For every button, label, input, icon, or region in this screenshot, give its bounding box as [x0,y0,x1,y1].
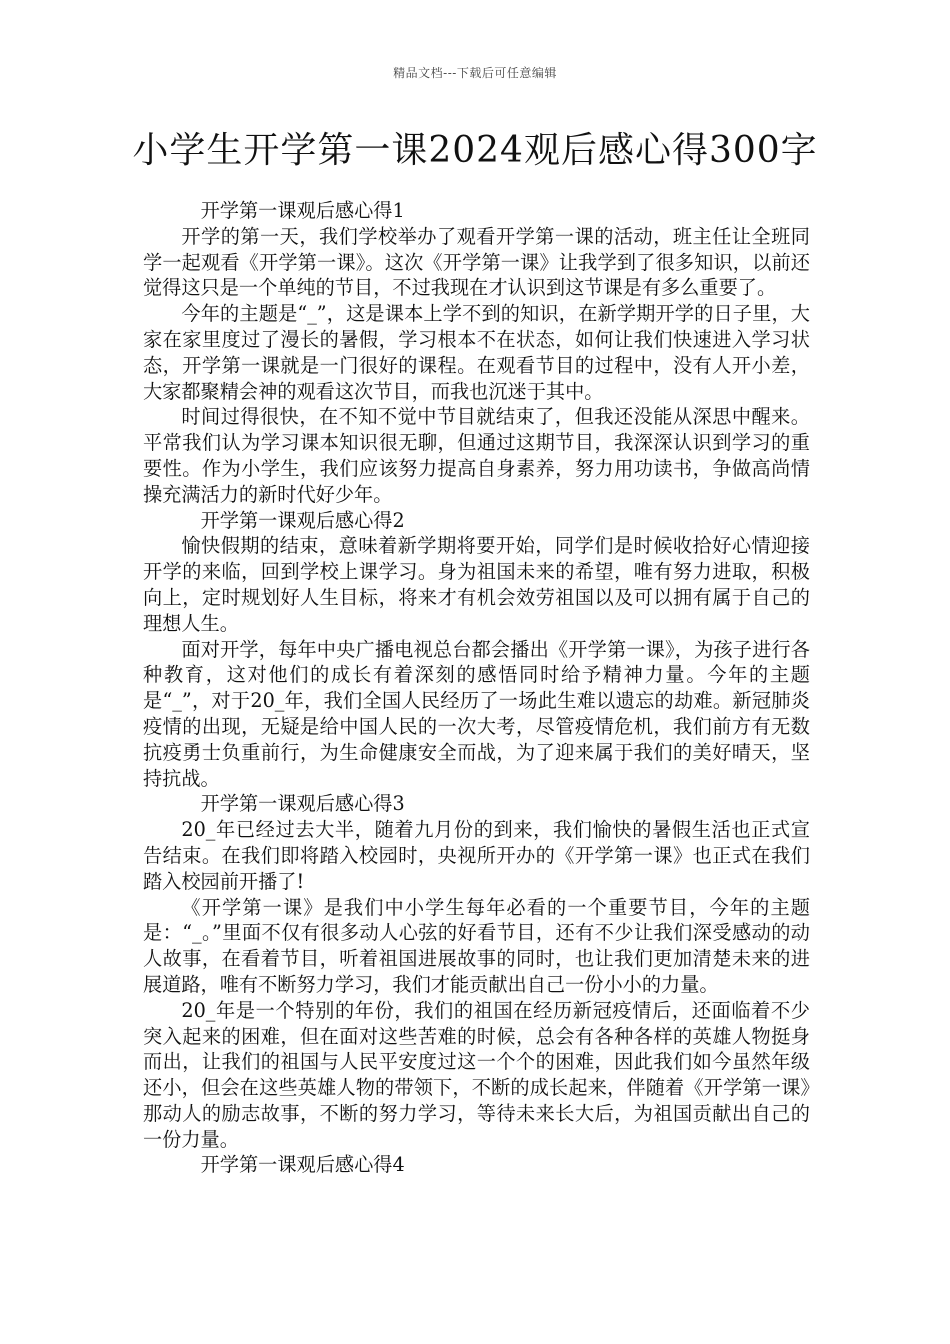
document-body [143,198,810,1178]
header-note: 精品文档---下载后可任意编辑 [393,66,557,80]
paragraph: 《开学第一课》是我们中小学生每年必看的一个重要节目，今年的主题是：“_。”里面不仅有很多动人心弦的好看节目，还有不少让我们深受感动的动人故事，在看着节目，听着祖国进展故事的同时，也让我们更加清楚未来的进展道路，唯有不断努力学习，我们才能贡献出自己一份小小的力量。 [143,895,810,996]
paragraph: 今年的主题是“_”，这是课本上学不到的知识，在新学期开学的日子里，大家在家里度过了漫长的暑假，学习根本不在状态，如何让我们快速进入学习状态，开学第一课就是一门很好的课程。在观看节目的过程中，没有人开小差，大家都聚精会神的观看这次节目，而我也沉迷于其中。 [143,302,810,403]
section-heading: 开学第一课观后感心得1 [200,199,405,222]
paragraph: 开学的第一天，我们学校举办了观看开学第一课的活动，班主任让全班同学一起观看《开学第一课》。这次《开学第一课》让我学到了很多知识，以前还觉得这只是一个单纯的节目，不过我现在才认识到这节课是有多么重要了。 [143,224,810,300]
document-title: 小学生开学第一课2024观后感心得300字 [132,130,818,171]
paragraph: 20_年是一个特别的年份，我们的祖国在经历新冠疫情后，还面临着不少突入起来的困难，但在面对这些苦难的时候，总会有各种各样的英雄人物挺身而出，让我们的祖国与人民平安度过这一个个的困难，因此我们如今虽然年级还小，但会在这些英雄人物的带领下，不断的成长起来，伴随着《开学第一课》那动人的励志故事，不断的努力学习，等待未来长大后，为祖国贡献出自己的一份力量。 [143,998,810,1151]
paragraph: 20_年已经过去大半，随着九月份的到来，我们愉快的暑假生活也正式宣告结束。在我们即将踏入校园时，央视所开办的《开学第一课》也正式在我们踏入校园前开播了! [143,818,810,893]
paragraph: 愉快假期的结束，意味着新学期将要开始，同学们是时候收拾好心情迎接开学的来临，回到学校上课学习。身为祖国未来的希望，唯有努力进取，积极向上，定时规划好人生目标，将来才有机会效劳祖国以及可以拥有属于自己的理想人生。 [143,534,810,635]
section-heading: 开学第一课观后感心得3 [200,792,405,816]
section-heading: 开学第一课观后感心得4 [200,1153,405,1177]
section-heading: 开学第一课观后感心得2 [200,508,405,532]
paragraph: 时间过得很快，在不知不觉中节目就结束了，但我还没能从深思中醒来。平常我们认为学习课本知识很无聊，但通过这期节目，我深深认识到学习的重要性。作为小学生，我们应该努力提高自身素养，努力用功读书，争做高尚情操充满活力的新时代好少年。 [143,405,810,506]
paragraph: 面对开学，每年中央广播电视总台都会播出《开学第一课》，为孩子进行各种教育，这对他们的成长有着深刻的感悟同时给予精神力量。今年的主题是“_”，对于20_年，我们全国人民经历了一场此生难以遗忘的劫难。新冠肺炎疫情的出现，无疑是给中国人民的一次大考，尽管疫情危机，我们前方有无数抗疫勇士负重前行，为生命健康安全而战，为了迎来属于我们的美好晴天，坚持抗战。 [143,637,810,790]
